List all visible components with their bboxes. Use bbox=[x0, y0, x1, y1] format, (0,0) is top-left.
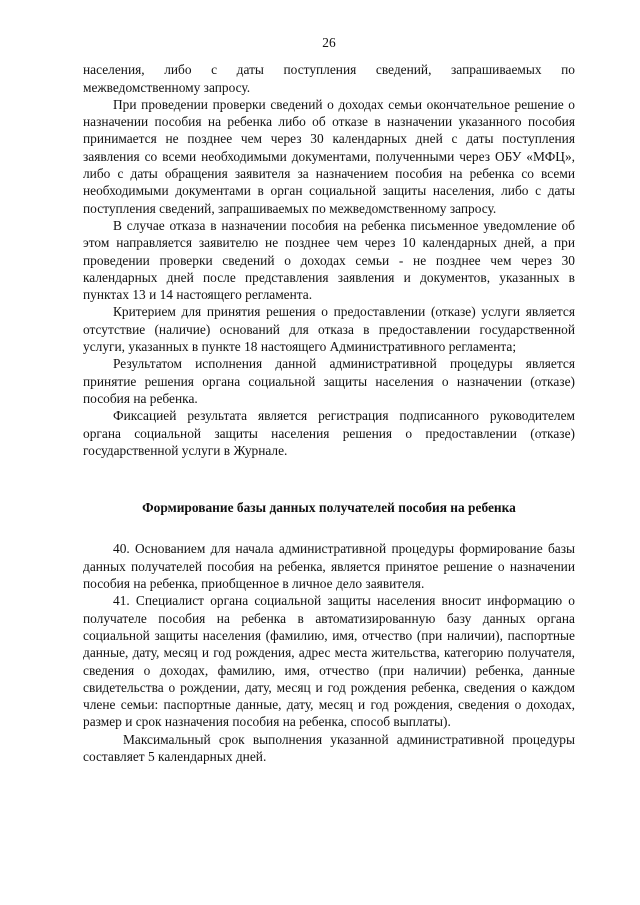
page-number: 26 bbox=[322, 35, 336, 50]
paragraph-item-40: 40. Основанием для начала административной процедуры формирование базы данных получателей пособия на ребенка, является принятое решение о назначении пособия на ребенка, приобщенное в личное дело заявителя. bbox=[83, 541, 575, 592]
paragraph-continuation: населения, либо с даты поступления сведений, запрашиваемых по межведомственному запросу. bbox=[83, 62, 575, 95]
paragraph-procedure-result: Результатом исполнения данной административной процедуры является принятие решения органа социальной защиты населения о назначении (отказе) пособия на ребенка. bbox=[83, 356, 575, 406]
paragraph-income-check: При проведении проверки сведений о доходах семьи окончательное решение о назначении пособия на ребенка либо об отказе в назначении указанного пособия принимается не позднее чем через 30 календарных дней с даты поступления заявления со всеми необходимыми документами, полученными через ОБУ «МФЦ», либо с даты обращения заявителя за назначением пособия на ребенка со всеми необходимыми документами в орган социальной защиты населения, либо с даты поступления сведений, запрашиваемых по межведомственному запросу. bbox=[83, 96, 575, 216]
paragraph-refusal-notice: В случае отказа в назначении пособия на ребенка письменное уведомление об этом направляется заявителю не позднее чем через 10 календарных дней, а при проведении проверки сведений о доходах семьи - не позднее чем через 30 календарных дней после представления заявления и документов, указанных в пунктах 13 и 14 настоящего регламента. bbox=[83, 217, 575, 303]
paragraph-result-registration: Фиксацией результата является регистрация подписанного руководителем органа социальной защиты населения решения о предоставлении (отказе) государственной услуги в Журнале. bbox=[83, 408, 575, 458]
paragraph-max-duration: Максимальный срок выполнения указанной административной процедуры составляет 5 календарных дней. bbox=[83, 731, 575, 764]
section-heading: Формирование базы данных получателей пособия на ребенка bbox=[142, 500, 516, 516]
document-page bbox=[83, 34, 575, 765]
paragraph-item-41: 41. Специалист органа социальной защиты населения вносит информацию о получателе пособия на ребенка в автоматизированную базу данных органа социальной защиты населения (фамилию, имя, отчество (при наличии), паспортные данные, дату, месяц и год рождения, адрес места жительства, категорию получателя, сведения о доходах, фамилию, имя, отчество (при наличии) ребенка, данные свидетельства о рождении, дату, месяц и год рождения ребенка, сведения о каждом члене семьи: паспортные данные, дату, месяц и год рождения, сведения о доходах, размер и срок назначения пособия на ребенка, способ выплаты). bbox=[83, 593, 575, 730]
paragraph-decision-criterion: Критерием для принятия решения о предоставлении (отказе) услуги является отсутствие (наличие) оснований для отказа в предоставлении государственной услуги, указанных в пункте 18 настоящего Административного регламента; bbox=[83, 304, 575, 355]
